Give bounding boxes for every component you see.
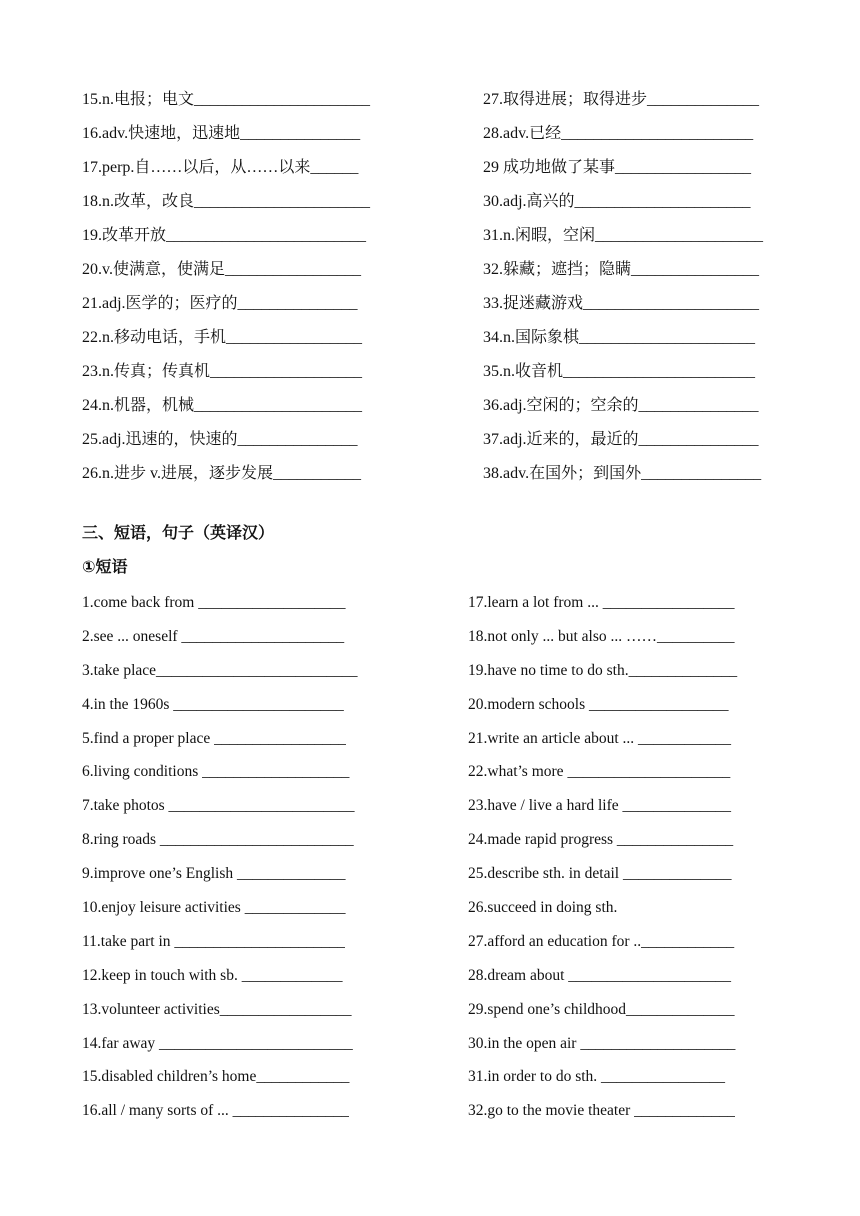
phrase-item: 8.ring roads _________________________ xyxy=(82,831,354,849)
phrase-row xyxy=(82,997,802,1031)
phrase-item: 1.come back from ___________________ xyxy=(82,594,346,611)
phrase-item: 21.write an article about ... ____________ xyxy=(468,729,732,747)
vocab-row xyxy=(82,290,802,324)
vocab-item: 32.躲藏；遮挡；隐瞒________________ xyxy=(483,261,760,278)
vocab-item: 38.adv.在国外；到国外_______________ xyxy=(483,465,762,482)
vocab-item: 20.v.使满意，使满足_________________ xyxy=(82,261,361,278)
phrase-item: 17.learn a lot from ... _________________ xyxy=(468,594,735,611)
vocab-item: 35.n.收音机________________________ xyxy=(483,363,756,380)
vocab-row xyxy=(82,256,802,290)
phrase-item: 27.afford an education for ..____________ xyxy=(468,932,735,950)
vocab-item: 25.adj.迅速的，快速的_______________ xyxy=(82,431,358,448)
phrase-item: 18.not only ... but also ... ……__________ xyxy=(468,627,735,645)
phrase-item: 14.far away _________________________ xyxy=(82,1034,353,1052)
vocab-row xyxy=(82,188,802,222)
phrase-item: 26.succeed in doing sth. xyxy=(468,899,618,917)
phrase-item: 32.go to the movie theater _____________ xyxy=(468,1102,735,1120)
vocab-item: 21.adj.医学的；医疗的_______________ xyxy=(82,295,358,312)
phrase-item: 3.take place__________________________ xyxy=(82,661,358,679)
phrase-row xyxy=(82,726,802,760)
vocab-row xyxy=(82,324,802,358)
phrase-item: 29.spend one’s childhood______________ xyxy=(468,1000,735,1018)
vocab-item: 19.改革开放_________________________ xyxy=(82,227,367,244)
phrase-item: 12.keep in touch with sb. _____________ xyxy=(82,966,343,984)
phrase-item: 11.take part in ______________________ xyxy=(82,932,345,950)
vocab-row xyxy=(82,460,802,494)
vocab-item: 36.adj.空闲的；空余的_______________ xyxy=(483,397,759,414)
phrase-row xyxy=(82,895,802,929)
vocab-item: 18.n.改革，改良______________________ xyxy=(82,193,371,210)
phrase-item: 7.take photos ________________________ xyxy=(82,797,355,815)
phrase-row xyxy=(82,1064,802,1098)
phrase-item: 20.modern schools __________________ xyxy=(468,695,729,713)
phrase-row xyxy=(82,793,802,827)
phrase-item: 2.see ... oneself _____________________ xyxy=(82,627,345,645)
vocab-item: 24.n.机器，机械_____________________ xyxy=(82,397,363,414)
vocab-item: 28.adv.已经________________________ xyxy=(483,125,754,142)
section-heading: 三、短语，句子（英译汉） xyxy=(82,523,275,542)
phrase-item: 19.have no time to do sth.______________ xyxy=(468,661,738,679)
phrase-row xyxy=(82,1031,802,1065)
phrase-item: 16.all / many sorts of ... _______________ xyxy=(82,1102,349,1120)
phrase-item: 31.in order to do sth. ________________ xyxy=(468,1068,726,1086)
phrase-row xyxy=(82,759,802,793)
phrase-item: 15.disabled children’s home____________ xyxy=(82,1068,350,1086)
phrase-item: 22.what’s more _____________________ xyxy=(468,763,731,781)
phrase-row xyxy=(82,658,802,692)
vocab-row xyxy=(82,392,802,426)
phrase-item: 28.dream about _____________________ xyxy=(468,966,732,984)
phrase-row xyxy=(82,590,802,624)
phrase-item: 25.describe sth. in detail ______________ xyxy=(468,865,732,883)
phrase-item: 4.in the 1960s ______________________ xyxy=(82,695,344,713)
phrase-item: 9.improve one’s English ______________ xyxy=(82,865,346,883)
phrase-row xyxy=(82,1098,802,1132)
phrase-item: 30.in the open air ____________________ xyxy=(468,1034,736,1052)
vocab-item: 30.adj.高兴的______________________ xyxy=(483,193,751,210)
phrase-item: 6.living conditions ___________________ xyxy=(82,763,350,781)
phrase-row xyxy=(82,827,802,861)
vocab-item: 37.adj.近来的，最近的_______________ xyxy=(483,431,759,448)
phrase-item: 13.volunteer activities_________________ xyxy=(82,1000,352,1018)
vocab-item: 27.取得进展；取得进步______________ xyxy=(483,91,760,108)
vocab-item: 29 成功地做了某事_________________ xyxy=(483,159,752,176)
vocab-row xyxy=(82,426,802,460)
phrase-item: 10.enjoy leisure activities _____________ xyxy=(82,899,346,917)
vocab-item: 15.n.电报；电文______________________ xyxy=(82,91,371,108)
vocab-row xyxy=(82,86,802,120)
phrase-row xyxy=(82,624,802,658)
phrase-row xyxy=(82,861,802,895)
vocab-item: 16.adv.快速地，迅速地_______________ xyxy=(82,125,361,142)
vocab-row xyxy=(82,222,802,256)
phrase-list xyxy=(82,590,802,1132)
phrase-row xyxy=(82,692,802,726)
vocab-item: 31.n.闲暇，空闲_____________________ xyxy=(483,227,764,244)
phrase-item: 23.have / live a hard life ______________ xyxy=(468,797,732,815)
phrase-item: 24.made rapid progress _______________ xyxy=(468,831,734,849)
vocab-row xyxy=(82,120,802,154)
vocabulary-list xyxy=(82,86,802,494)
vocab-item: 23.n.传真；传真机___________________ xyxy=(82,363,363,380)
phrase-item: 5.find a proper place _________________ xyxy=(82,729,346,747)
vocab-item: 22.n.移动电话，手机_________________ xyxy=(82,329,363,346)
vocab-item: 33.捉迷藏游戏______________________ xyxy=(483,295,760,312)
vocab-item: 17.perp.自……以后，从……以来______ xyxy=(82,159,359,176)
phrase-row xyxy=(82,929,802,963)
vocab-row xyxy=(82,358,802,392)
phrase-row xyxy=(82,963,802,997)
subsection-heading: ①短语 xyxy=(82,557,128,576)
vocab-item: 26.n.进步 v.进展，逐步发展___________ xyxy=(82,465,361,482)
vocab-row xyxy=(82,154,802,188)
vocab-item: 34.n.国际象棋______________________ xyxy=(483,329,756,346)
